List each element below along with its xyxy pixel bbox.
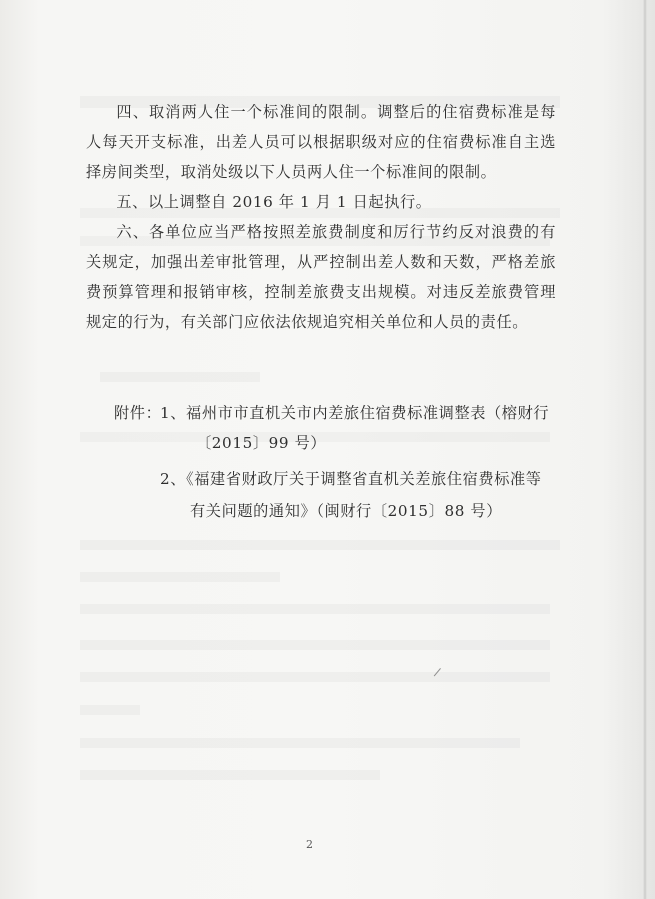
paragraph-six: 六、各单位应当严格按照差旅费制度和厉行节约反对浪费的有关规定，加强出差审批管理，从严控制出差人数和天数，严格差旅费预算管理和报销审核，控制差旅费支出规模。对违反差旅费管理规定的行为，有关部门应依法依规追究相关单位和人员的责任。	[86, 223, 556, 331]
attachment-2-line2: 有关问题的通知》（闽财行〔2015〕88 号）	[190, 502, 503, 520]
body-text	[86, 97, 556, 337]
bleed-through-line	[80, 640, 550, 650]
bleed-through-line	[80, 770, 380, 780]
bleed-through-line	[80, 738, 520, 748]
attachments-label: 附件：	[114, 404, 162, 422]
attachment-1-line1: 1、福州市市直机关市内差旅住宿费标准调整表（榕财行	[160, 404, 550, 422]
page-number: 2	[306, 838, 313, 851]
pen-mark	[426, 662, 441, 677]
bleed-through-line	[100, 372, 260, 382]
page-edge-shadow	[643, 0, 647, 899]
bleed-through-line	[80, 672, 550, 682]
attachment-2-line1: 2、《福建省财政厅关于调整省直机关差旅住宿费标准等	[160, 470, 542, 488]
bleed-through-line	[80, 604, 550, 614]
paragraph-five: 五、以上调整自 2016 年 1 月 1 日起执行。	[116, 193, 432, 211]
bleed-through-line	[80, 540, 560, 550]
attachment-1-line2: 〔2015〕99 号）	[196, 434, 327, 452]
bleed-through-line	[80, 705, 140, 715]
bleed-through-line	[80, 572, 280, 582]
paragraph-four: 四、取消两人住一个标准间的限制。调整后的住宿费标准是每人每天开支标准，出差人员可以根据职级对应的住宿费标准自主选择房间类型，取消处级以下人员两人住一个标准间的限制。	[86, 103, 556, 181]
